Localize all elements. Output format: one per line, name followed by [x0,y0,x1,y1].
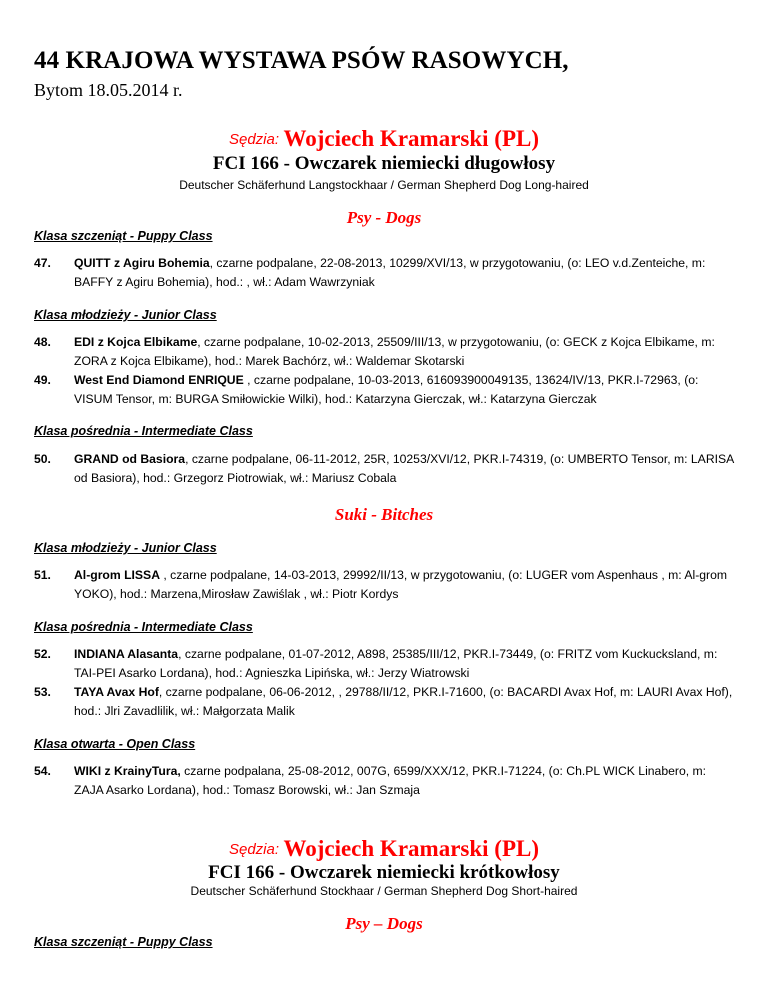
entry-dog-name: GRAND od Basiora [74,452,186,466]
entry-details: , czarne podpalane, 10-02-2013, 25509/III/13, w przygotowaniu, (o: GECK z Kojca Elbikame, m: ZORA z Kojca Elbikame), hod.: Marek Bachórz, wł.: Waldemar Skotarski [74,335,715,368]
catalog-entry [34,450,734,488]
breed-title: FCI 166 - Owczarek niemiecki krótkowłosy [208,862,560,883]
entry-dog-name: West End Diamond ENRIQUE [74,373,244,387]
class-heading: Klasa szczeniąt - Puppy Class [34,935,213,949]
entry-number: 54. [34,764,51,778]
catalog-entry [34,371,734,409]
entry-details: czarne podpalana, 25-08-2012, 007G, 6599/XXX/12, PKR.I-71224, (o: Ch.PL WICK Linabero, m: ZAJA Asarko Lordana), hod.: Tomasz Borowski, wł.: Jan Szmaja [74,764,707,797]
entry-number: 53. [34,685,51,699]
entry-number: 48. [34,335,51,349]
catalog-entry [34,683,734,721]
sex-heading-bitches: Suki - Bitches [334,505,434,524]
breed-title: FCI 166 - Owczarek niemiecki długowłosy [212,153,556,174]
page-subtitle: Bytom 18.05.2014 r. [34,80,183,100]
entry-details: , czarne podpalane, 14-03-2013, 29992/II/13, w przygotowaniu, (o: LUGER vom Aspenhaus , m: Al-grom YOKO), hod.: Marzena,Mirosław Zawiślak , wł.: Piotr Kordys [74,568,728,601]
catalog-entry [34,566,734,604]
entry-number: 50. [34,452,51,466]
entry-number: 51. [34,568,51,582]
entry-dog-name: WIKI z KrainyTura, [74,764,181,778]
entry-number: 49. [34,373,51,387]
sex-heading-dogs: Psy - Dogs [346,208,422,227]
judge-label: Sędzia: [228,131,280,148]
entry-details: , czarne podpalane, 06-06-2012, , 29788/II/12, PKR.I-71600, (o: BACARDI Avax Hof, m: LAURI Avax Hof), hod.: Jlri Zavadlilik, wł.: Małgorzata Malik [74,685,733,718]
entry-details: , czarne podpalane, 01-07-2012, A898, 25385/III/12, PKR.I-73449, (o: FRITZ vom Kuckucksland, m: TAI-PEI Asarko Lordana), hod.: Agnieszka Lipińska, wł.: Jerzy Wiatrowski [74,647,718,680]
class-heading: Klasa pośrednia - Intermediate Class [34,424,253,438]
entry-details: , czarne podpalane, 06-11-2012, 25R, 10253/XVI/12, PKR.I-74319, (o: UMBERTO Tensor, m: LARISA od Basiora), hod.: Grzegorz Piotrowiak, wł.: Mariusz Cobala [74,452,734,485]
catalog-entry [34,254,734,292]
entry-number: 52. [34,647,51,661]
page-title: 44 KRAJOWA WYSTAWA PSÓW RASOWYCH, [34,47,569,74]
breed-alt-title: Deutscher Schäferhund Langstockhaar / German Shepherd Dog Long-haired [179,178,589,192]
judge-name: Wojciech Kramarski (PL) [283,836,539,861]
sex-heading-dogs: Psy – Dogs [345,914,423,933]
class-heading: Klasa młodzieży - Junior Class [34,541,217,555]
class-heading: Klasa pośrednia - Intermediate Class [34,620,253,634]
class-heading: Klasa otwarta - Open Class [34,737,196,751]
class-heading: Klasa młodzieży - Junior Class [34,308,217,322]
catalog-entry [34,762,734,800]
entry-dog-name: INDIANA Alasanta [74,647,179,661]
entry-number: 47. [34,256,51,270]
judge-line [0,126,768,152]
entry-dog-name: Al-grom LISSA [74,568,160,582]
judge-label: Sędzia: [228,841,280,858]
catalog-entry [34,645,734,683]
class-heading: Klasa szczeniąt - Puppy Class [34,229,213,243]
entry-details: , czarne podpalane, 10-03-2013, 616093900049135, 13624/IV/13, PKR.I-72963, (o: VISUM Tensor, m: BURGA Smiłowickie Wilki), hod.: Katarzyna Gierczak, wł.: Katarzyna Gierczak [74,373,699,406]
breed-alt-title: Deutscher Schäferhund Stockhaar / German Shepherd Dog Short-haired [190,884,578,898]
judge-name: Wojciech Kramarski (PL) [283,126,539,151]
entry-details: , czarne podpalane, 22-08-2013, 10299/XVI/13, w przygotowaniu, (o: LEO v.d.Zenteiche, m: BAFFY z Agiru Bohemia), hod.: , wł.: Adam Wawrzyniak [74,256,706,289]
entry-dog-name: QUITT z Agiru Bohemia [74,256,210,270]
judge-line [0,836,768,862]
catalog-entry [34,333,734,371]
entry-dog-name: EDI z Kojca Elbikame [74,335,198,349]
entry-dog-name: TAYA Avax Hof [74,685,159,699]
